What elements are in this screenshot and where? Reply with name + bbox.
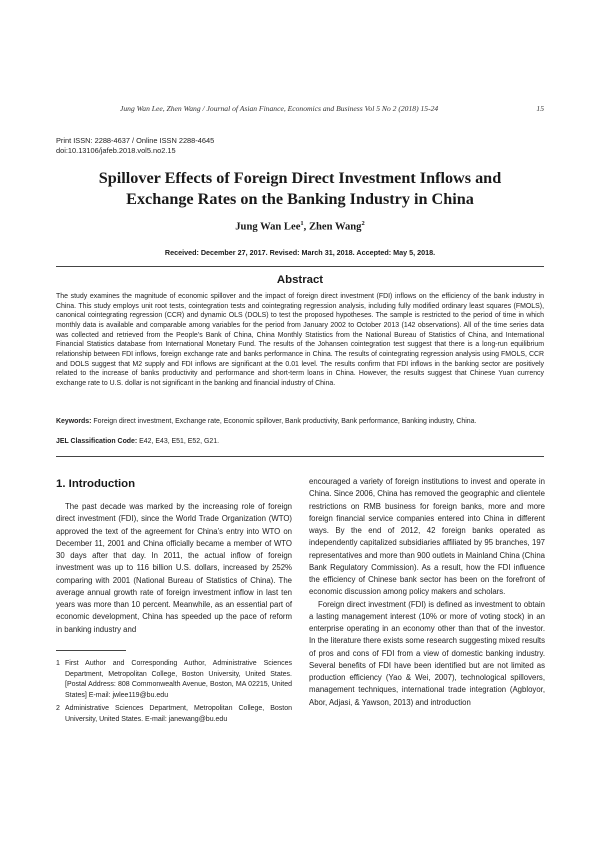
keywords-label: Keywords: [56,418,92,425]
running-head-text: Jung Wan Lee, Zhen Wang / Journal of Asian Finance, Economics and Business Vol 5 No 2 (2018) 15-24 [120,104,439,113]
jel-classification [56,437,544,446]
page-number: 15 [536,104,544,113]
footnote-2 [56,704,292,725]
issn-line: Print ISSN: 2288-4637 / Online ISSN 2288-4645 [56,136,215,145]
author-2-mark: 2 [361,220,365,227]
keywords-text: Foreign direct investment, Exchange rate, Economic spillover, Bank productivity, Bank performance, Banking industry, China. [93,418,477,425]
article-title [40,168,560,210]
intro-paragraph-3: Foreign direct investment (FDI) is defined as investment to obtain a lasting management interest (10% or more of voting stock) in an enterprise operating in an economy other than that of the investor. In the literature there exists some research suggesting mixed results of pros and cons of FDI from a view of domestic banking industry. Several benefits of FDI have been identified but are not limited as production efficiency (Yao & Wei, 2007), technological spillovers, management techniques, international trade integration (Agbloyor, Abor, Adjasi, & Yawson, 2013) and introduction [309,599,545,707]
jel-codes: E42, E43, E51, E52, G21. [139,438,219,445]
left-column [56,501,292,636]
issn-block [56,136,214,155]
author-1-name: Jung Wan Lee [235,221,301,233]
footnote-1 [56,659,292,702]
abstract-top-rule [56,266,544,267]
footnote-rule [56,650,126,651]
title-line-2: Exchange Rates on the Banking Industry in China [126,190,474,208]
right-column [309,476,545,709]
keywords [56,417,544,426]
received-dates: Received: December 27, 2017. Revised: March 31, 2018. Accepted: May 5, 2018. [164,248,436,257]
author-separator: , [303,221,307,233]
abstract-heading: Abstract [276,274,324,286]
author-line [56,220,544,233]
jel-label: JEL Classification Code: [56,438,138,445]
footnote-1-number: 1 [56,660,60,667]
abstract-bottom-rule [56,456,544,457]
footnotes [56,659,292,727]
introduction-heading: 1. Introduction [56,478,136,490]
footnote-2-text: Administrative Sciences Department, Metropolitan College, Boston University, United States. E-mail: janewang@bu.edu [65,704,292,723]
title-line-1: Spillover Effects of Foreign Direct Investment Inflows and [98,169,502,187]
footnote-1-text: First Author and Corresponding Author, Administrative Sciences Department, Metropolitan College, Boston University, United States. [Postal Address: 808 Commonwealth Avenue, Boston, MA 02215, United States] E-mail: jwlee119@bu.edu [65,660,292,700]
author-2-name: Zhen Wang [308,221,362,233]
footnote-2-number: 2 [56,704,60,712]
intro-paragraph-2: encouraged a variety of foreign institutions to invest and operate in China. Since 2006, China has removed the geographic and clientele restrictions on RMB business for foreign banks, more and more foreign financial service companies entered into China in different ways. By the end of 2012, 42 foreign banks operated as independently capitalized subsidiaries affiliated by 95 branches, 197 representatives and more than 900 outlets in Mainland China (China Bank Regulatory Commission). As a result, how the FDI influence the efficiency of Chinese bank sector has been on the forefront of economic discussion among policy makers and scholars. [309,477,545,597]
abstract-body: The study examines the magnitude of economic spillover and the impact of foreign direct investment (FDI) inflows on the efficiency of the bank industry in China. This study employs unit root tests, cointegration tests and cointegrating regression analysis, including fully modified ordinary least squares (FMOLS), canonical cointegrating regression (CCR) and dynamic OLS (DOLS) to test the proposed hypotheses. The sample is restricted to the period of time in which monthly data is available and comparable among variables for the period from January 2002 to October 2013 (142 observations). All of the time series data was collected and retrieved from the People’s Bank of China, China Monthly Statistics from the National Bureau of Statistics of China, and International Financial Statistics database from International Monetary Fund. The results of the Johansen cointegration test suggest that there is a long-run equilibrium relationship between FDI inflows, foreign exchange rate and banks performance in China. The results of cointegrating regression analysis using FMOLS, CCR and DOLS suggest that M2 supply and FDI inflows are significant at the 0.01 level. The results confirm that FDI inflows in the banking sector are positively related to the increase of banks productivity and performance and short-term loans in China. However, the results suggest that Chinese Yuan currency exchange rate to U.S. dollar is not significant in the banking and financial industry of China. [56,293,544,387]
doi-line: doi:10.13106/jafeb.2018.vol5.no2.15 [56,145,176,155]
intro-paragraph-1: The past decade was marked by the increasing role of foreign direct investment (FDI), since the World Trade Organization (WTO) approved the text of the agreement for China’s entry into WTO on December 11, 2001 and China officially became a member of WTO 30 days after that day. In 2011, the actual inflow of foreign investment was up to 116 billion U.S. dollars, increased by 252% comparing with 2001 (National Bureau of Statistics of China). The average annual growth rate of foreign investment inflow in last ten years was more than 10 percent. Meanwhile, as an essential part of economic development, China has speeded up the pace of reform in banking industry and [56,502,292,634]
author-1-mark: 1 [300,220,304,227]
